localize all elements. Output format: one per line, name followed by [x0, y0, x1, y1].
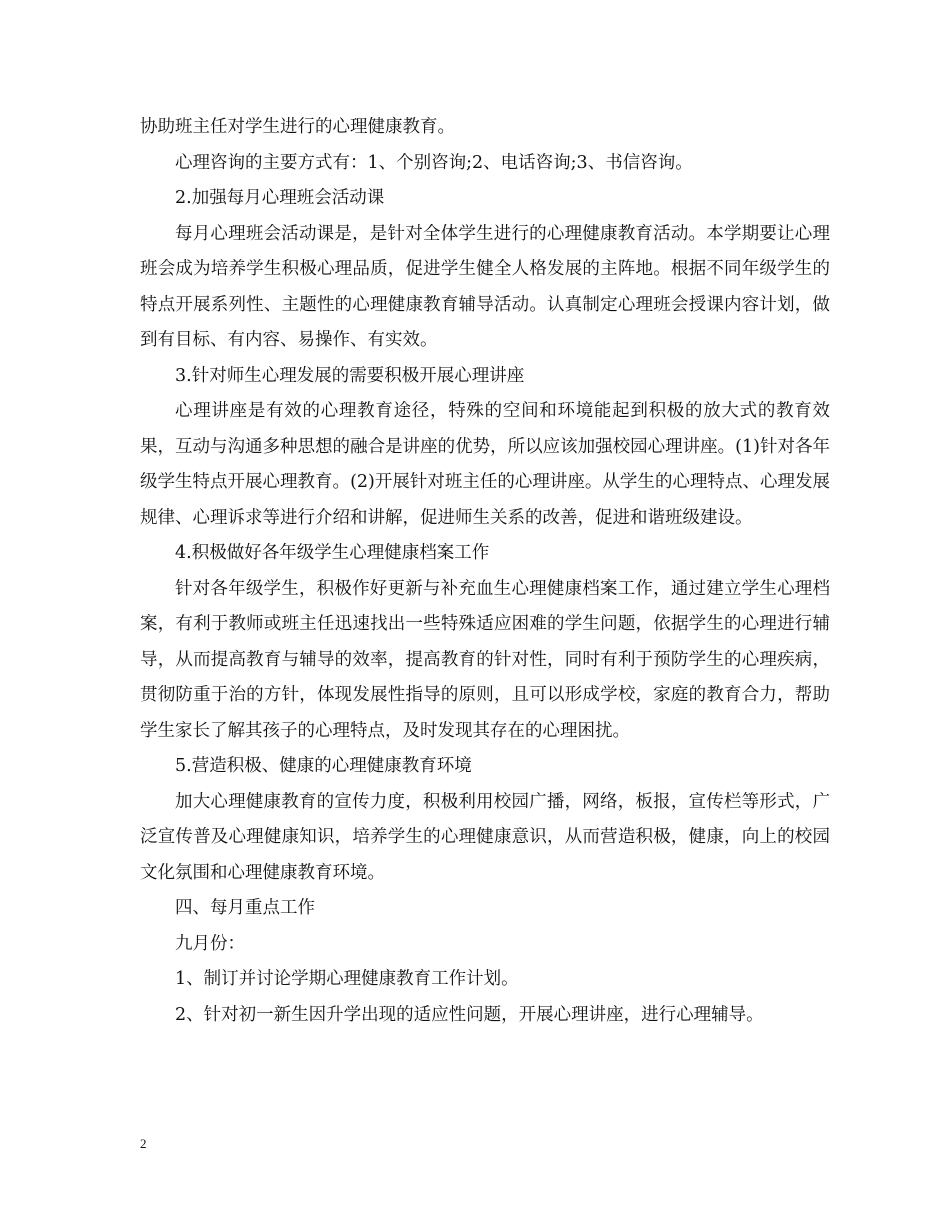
- document-body: [140, 110, 830, 1033]
- paragraph: 针对各年级学生，积极作好更新与补充血生心理健康档案工作，通过建立学生心理档案，有利于教师或班主任迅速找出一些特殊适应困难的学生问题，依据学生的心理进行辅导，从而提高教育与辅导的效率，提高教育的针对性，同时有利于预防学生的心理疾病，贯彻防重于治的方针，体现发展性指导的原则，且可以形成学校，家庭的教育合力，帮助学生家长了解其孩子的心理特点，及时发现其存在的心理困扰。: [140, 578, 830, 741]
- section-heading: 4.积极做好各年级学生心理健康档案工作: [175, 543, 490, 563]
- section-heading: 3.针对师生心理发展的需要积极开展心理讲座: [175, 365, 525, 386]
- list-item: 1、制订并讨论学期心理健康教育工作计划。: [175, 969, 519, 989]
- paragraph: 心理讲座是有效的心理教育途径，特殊的空间和环境能起到积极的放大式的教育效果，互动与沟通多种思想的融合是讲座的优势，所以应该加强校园心理讲座。(1)针对各年级学生特点开展心理教育。(2)开展针对班主任的心理讲座。从学生的心理特点、心理发展规律、心理诉求等进行介绍和讲解，促进师生关系的改善，促进和谐班级建设。: [140, 401, 830, 528]
- section-heading: 四、每月重点工作: [175, 898, 315, 918]
- page-number: 2: [140, 1136, 147, 1151]
- paragraph: 每月心理班会活动课是，是针对全体学生进行的心理健康教育活动。本学期要让心理班会成为培养学生积极心理品质，促进学生健全人格发展的主阵地。根据不同年级学生的特点开展系列性、主题性的心理健康教育辅导活动。认真制定心理班会授课内容计划，做到有目标、有内容、易操作、有实效。: [140, 223, 830, 350]
- section-heading: 2.加强每月心理班会活动课: [175, 188, 385, 208]
- paragraph: 协助班主任对学生进行的心理健康教育。: [140, 117, 455, 137]
- paragraph: 加大心理健康教育的宣传力度，积极利用校园广播，网络，板报，宣传栏等形式，广泛宣传普及心理健康知识，培养学生的心理健康意识，从而营造积极，健康，向上的校园文化氛围和心理健康教育环境。: [140, 791, 830, 883]
- paragraph: 心理咨询的主要方式有：1、个别咨询;2、电话咨询;3、书信咨询。: [175, 152, 693, 173]
- section-heading: 5.营造积极、健康的心理健康教育环境: [175, 756, 472, 776]
- list-item: 2、针对初一新生因升学出现的适应性问题，开展心理讲座，进行心理辅导。: [175, 1004, 764, 1025]
- month-heading: 九月份：: [175, 933, 245, 954]
